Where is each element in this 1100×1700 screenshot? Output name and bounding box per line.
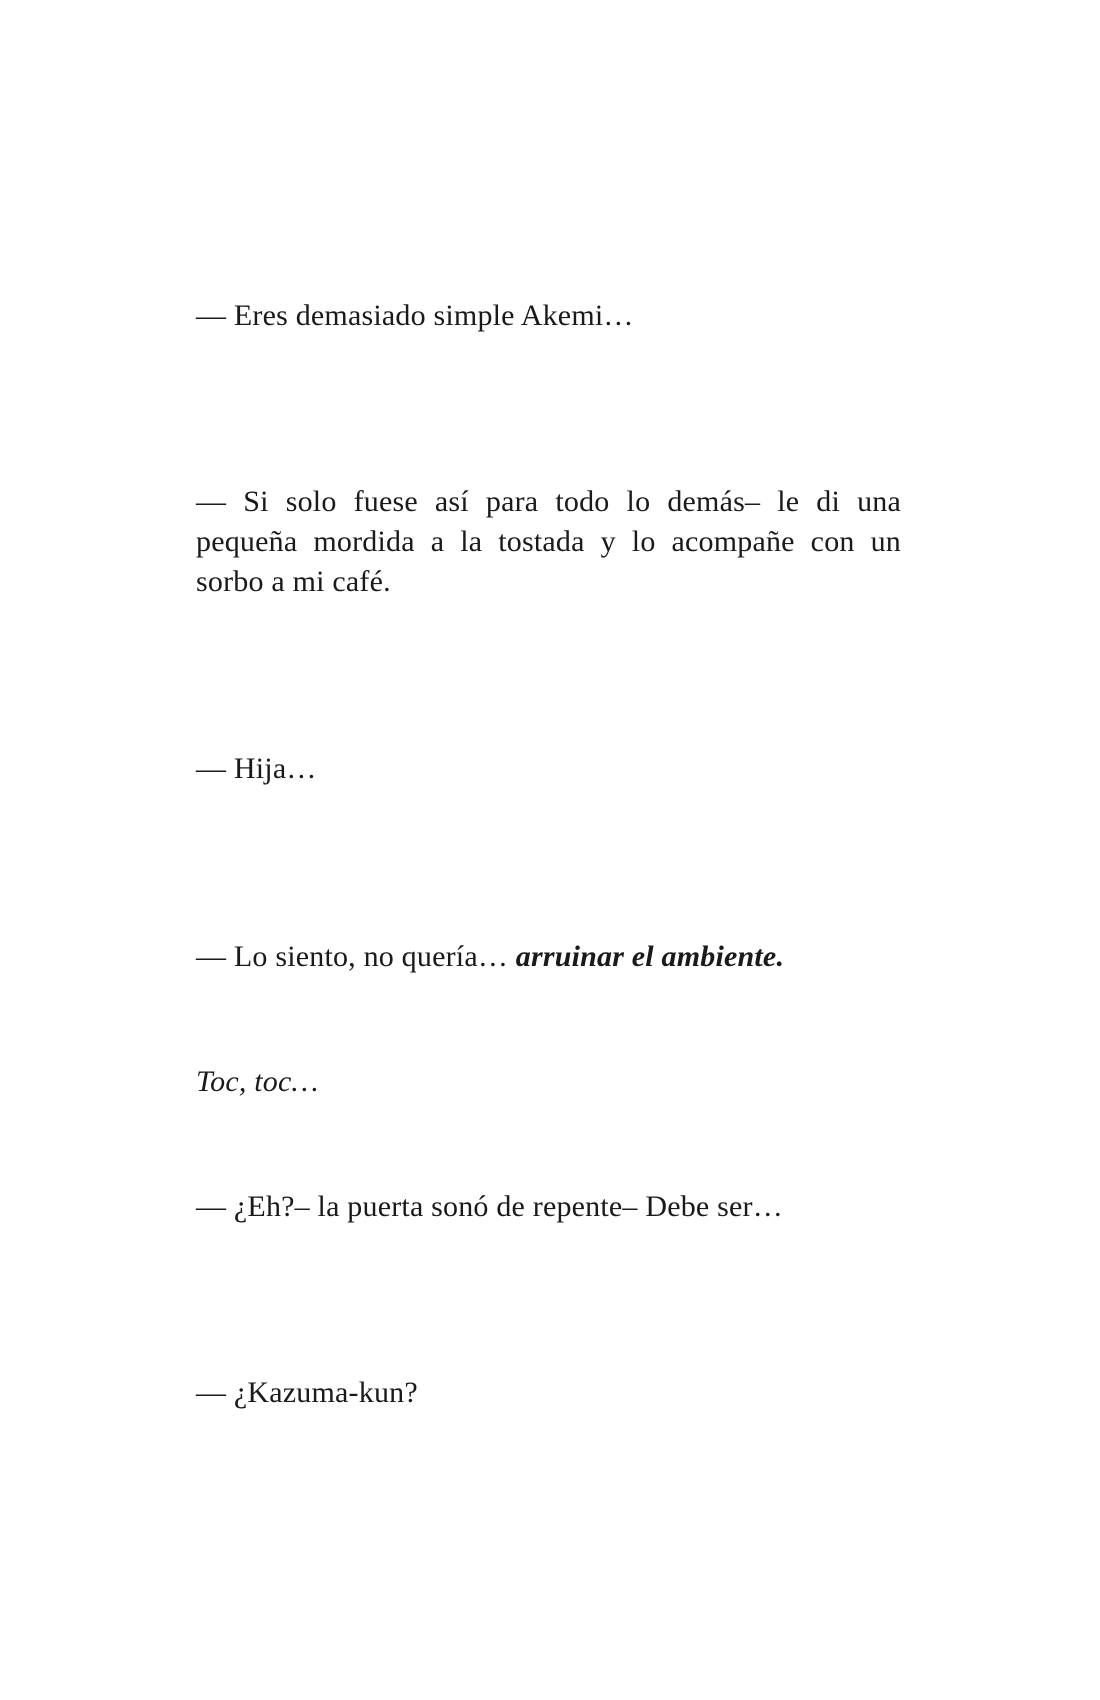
dialogue-line: — Eres demasiado simple Akemi… [196,299,634,332]
dialogue-paragraph: — Si solo fuese así para todo lo demás– le di una pequeña mordida a la tostada y lo acompañe con un sorbo a mi café. [196,485,901,598]
dialogue-line: — Hija… [196,752,317,785]
dialogue-line: — ¿Kazuma-kun? [196,1376,418,1409]
dialogue-line: — ¿Eh?– la puerta sonó de repente– Debe ser… [196,1190,783,1223]
sound-effect-line: Toc, toc… [196,1065,319,1098]
dialogue-line [196,937,901,977]
emphasized-text: arruinar el ambiente. [515,940,785,973]
dialogue-text: — Lo siento, no quería… [196,940,516,973]
